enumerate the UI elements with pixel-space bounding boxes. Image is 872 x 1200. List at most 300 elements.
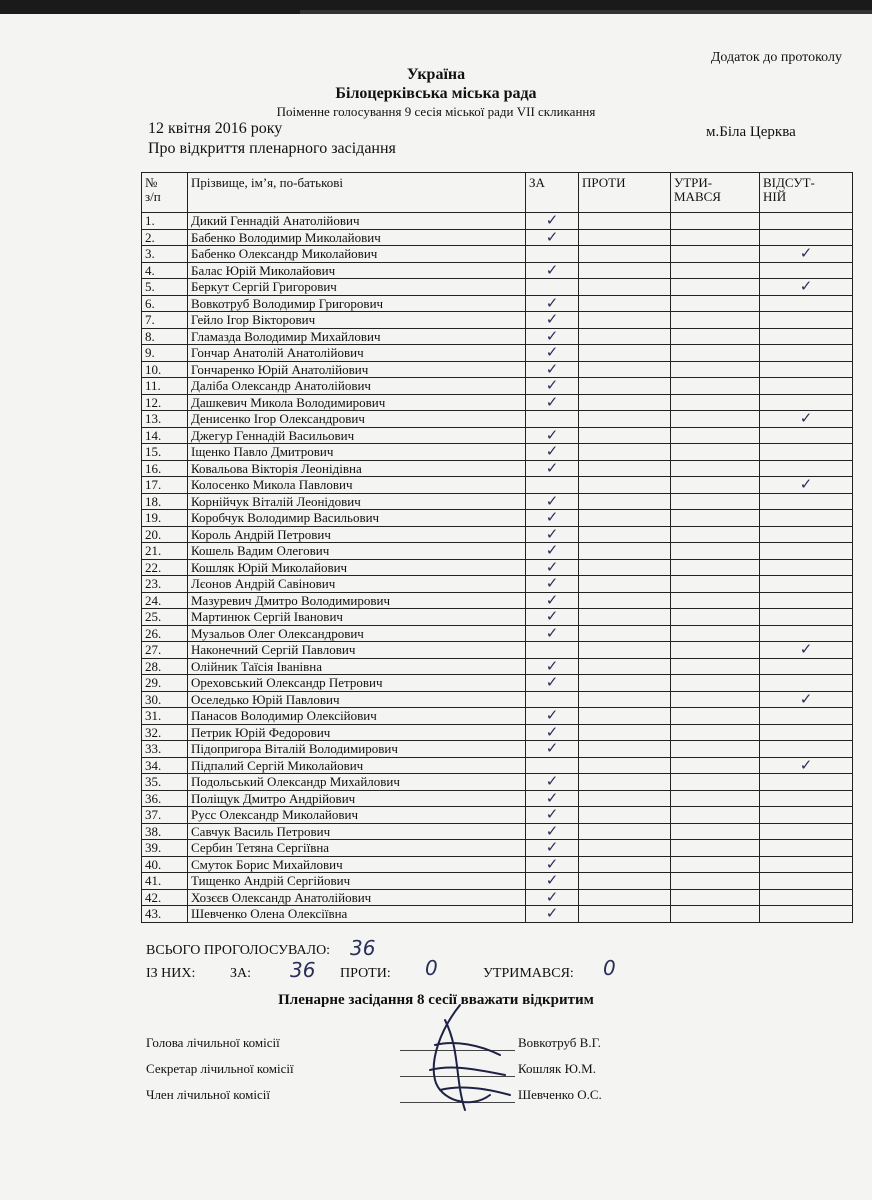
deputy-name: Наконечний Сергій Павлович [188,642,526,659]
deputy-name: Даліба Олександр Анатолійович [188,378,526,395]
vote-cell-for [526,559,579,576]
vote-cell-abstain [671,708,760,725]
deputy-name: Кошляк Юрій Миколайович [188,559,526,576]
table-row [142,213,853,230]
table-row [142,279,853,296]
row-number: 8. [142,328,188,345]
table-row [142,675,853,692]
vote-cell-against [579,444,671,461]
col-abstain-header: УТРИ- МАВСЯ [671,173,760,213]
vote-cell-abstain [671,823,760,840]
vote-cell-against [579,493,671,510]
vote-cell-absent [760,675,853,692]
vote-cell-abstain [671,790,760,807]
vote-cell-absent [760,312,853,329]
row-number: 40. [142,856,188,873]
vote-cell-against [579,378,671,395]
vote-cell-against [579,724,671,741]
deputy-name: Панасов Володимир Олексійович [188,708,526,725]
for-label: ЗА: [230,966,252,981]
vote-cell-for [526,213,579,230]
signature-name: Вовкотруб В.Г. [518,1035,601,1050]
row-number: 20. [142,526,188,543]
deputy-name: Бабенко Олександр Миколайович [188,246,526,263]
vote-cell-against [579,526,671,543]
table-row [142,609,853,626]
vote-cell-for [526,708,579,725]
against-value: 0 [425,956,438,980]
table-row [142,873,853,890]
table-row [142,394,853,411]
row-number: 15. [142,444,188,461]
signature-role: Голова лічильної комісії [146,1035,280,1050]
vote-cell-for [526,229,579,246]
vote-cell-abstain [671,658,760,675]
vote-cell-against [579,576,671,593]
total-voted-label: ВСЬОГО ПРОГОЛОСУВАЛО: [146,943,331,958]
checkmark-icon: ✓ [799,410,813,427]
checkmark-icon: ✓ [545,526,559,543]
checkmark-icon: ✓ [545,823,559,840]
vote-cell-for [526,312,579,329]
vote-cell-abstain [671,807,760,824]
vote-cell-against [579,361,671,378]
row-number: 34. [142,757,188,774]
vote-cell-absent [760,295,853,312]
checkmark-icon: ✓ [545,592,559,609]
deputy-name: Петрик Юрій Федорович [188,724,526,741]
vote-cell-against [579,427,671,444]
vote-cell-for [526,427,579,444]
deputy-name: Коробчук Володимир Васильович [188,510,526,527]
checkmark-icon: ✓ [545,559,559,576]
vote-cell-absent [760,444,853,461]
table-row [142,312,853,329]
row-number: 43. [142,906,188,923]
abstain-label: УТРИМАВСЯ: [483,966,574,981]
signature-name: Шевченко О.С. [518,1087,602,1102]
vote-cell-against [579,279,671,296]
vote-cell-absent [760,592,853,609]
vote-cell-abstain [671,444,760,461]
vote-cell-abstain [671,411,760,428]
vote-cell-against [579,609,671,626]
total-voted-value: 36 [350,936,376,960]
vote-cell-abstain [671,460,760,477]
table-row [142,295,853,312]
vote-cell-absent [760,246,853,263]
vote-cell-abstain [671,691,760,708]
vote-cell-against [579,691,671,708]
table-row [142,592,853,609]
deputy-name: Балас Юрій Миколайович [188,262,526,279]
row-number: 23. [142,576,188,593]
checkmark-icon: ✓ [545,344,559,361]
vote-cell-for [526,394,579,411]
vote-cell-against [579,559,671,576]
row-number: 37. [142,807,188,824]
deputy-name: Ковальова Вікторія Леонідівна [188,460,526,477]
vote-cell-absent [760,279,853,296]
vote-cell-for [526,295,579,312]
vote-cell-absent [760,543,853,560]
row-number: 33. [142,741,188,758]
deputy-name: Гончаренко Юрій Анатолійович [188,361,526,378]
vote-cell-for [526,262,579,279]
vote-cell-absent [760,609,853,626]
table-row [142,559,853,576]
vote-cell-against [579,757,671,774]
vote-cell-for [526,328,579,345]
table-row [142,510,853,527]
deputy-name: Корнійчук Віталій Леонідович [188,493,526,510]
row-number: 25. [142,609,188,626]
row-number: 26. [142,625,188,642]
row-number: 17. [142,477,188,494]
vote-cell-for [526,658,579,675]
vote-cell-abstain [671,262,760,279]
vote-cell-abstain [671,394,760,411]
checkmark-icon: ✓ [545,212,559,229]
vote-cell-absent [760,642,853,659]
vote-cell-against [579,411,671,428]
annex-label: Додаток до протоколу [710,50,842,65]
row-number: 35. [142,774,188,791]
vote-cell-against [579,312,671,329]
vote-cell-against [579,510,671,527]
table-row [142,543,853,560]
deputy-name: Лєонов Андрій Савінович [188,576,526,593]
deputy-name: Музальов Олег Олександрович [188,625,526,642]
vote-cell-absent [760,559,853,576]
checkmark-icon: ✓ [545,773,559,790]
vote-cell-for [526,757,579,774]
table-row [142,906,853,923]
vote-cell-absent [760,889,853,906]
deputy-name: Денисенко Ігор Олександрович [188,411,526,428]
col-absent-header: ВІДСУТ- НІЙ [760,173,853,213]
vote-cell-absent [760,790,853,807]
deputy-name: Мартинюк Сергій Іванович [188,609,526,626]
vote-cell-abstain [671,328,760,345]
vote-cell-absent [760,378,853,395]
table-row [142,477,853,494]
vote-cell-absent [760,262,853,279]
of-them-label: ІЗ НИХ: [146,966,196,981]
signature-role: Секретар лічильної комісії [146,1061,294,1076]
vote-cell-against [579,856,671,873]
checkmark-icon: ✓ [545,493,559,510]
col-against-header: ПРОТИ [579,173,671,213]
vote-cell-absent [760,873,853,890]
checkmark-icon: ✓ [799,476,813,493]
deputy-name: Мазуревич Дмитро Володимирович [188,592,526,609]
vote-cell-absent [760,526,853,543]
row-number: 4. [142,262,188,279]
vote-cell-against [579,807,671,824]
table-row [142,262,853,279]
vote-cell-abstain [671,840,760,857]
deputy-name: Дикий Геннадій Анатолійович [188,213,526,230]
checkmark-icon: ✓ [545,328,559,345]
checkmark-icon: ✓ [545,361,559,378]
row-number: 14. [142,427,188,444]
deputy-name: Хозєєв Олександр Анатолійович [188,889,526,906]
vote-cell-for [526,411,579,428]
table-row [142,411,853,428]
vote-cell-for [526,642,579,659]
row-number: 5. [142,279,188,296]
table-row [142,460,853,477]
col-for-header: ЗА [526,173,579,213]
vote-cell-against [579,460,671,477]
deputy-name: Шевченко Олена Олексіївна [188,906,526,923]
vote-cell-absent [760,328,853,345]
checkmark-icon: ✓ [545,889,559,906]
vote-cell-abstain [671,427,760,444]
checkmark-icon: ✓ [545,839,559,856]
vote-cell-absent [760,906,853,923]
col-number-header: № з/п [142,173,188,213]
row-number: 2. [142,229,188,246]
vote-cell-for [526,823,579,840]
vote-cell-absent [760,625,853,642]
deputy-name: Гейло Ігор Вікторович [188,312,526,329]
vote-cell-absent [760,708,853,725]
vote-cell-abstain [671,213,760,230]
row-number: 21. [142,543,188,560]
checkmark-icon: ✓ [545,295,559,312]
vote-cell-abstain [671,592,760,609]
vote-cell-for [526,526,579,543]
checkmark-icon: ✓ [545,394,559,411]
deputy-name: Король Андрій Петрович [188,526,526,543]
vote-cell-against [579,840,671,857]
deputy-name: Сербин Тетяна Сергіївна [188,840,526,857]
vote-cell-for [526,724,579,741]
vote-cell-for [526,807,579,824]
vote-cell-absent [760,394,853,411]
vote-cell-absent [760,757,853,774]
checkmark-icon: ✓ [545,542,559,559]
deputy-name: Ореховський Олександр Петрович [188,675,526,692]
table-row [142,361,853,378]
vote-cell-abstain [671,889,760,906]
vote-cell-against [579,873,671,890]
deputy-name: Поліщук Дмитро Андрійович [188,790,526,807]
deputy-name: Гончар Анатолій Анатолійович [188,345,526,362]
checkmark-icon: ✓ [545,707,559,724]
vote-cell-for [526,477,579,494]
vote-cell-abstain [671,774,760,791]
vote-cell-against [579,741,671,758]
vote-cell-for [526,493,579,510]
signature-role: Член лічильної комісії [146,1087,270,1102]
vote-cell-abstain [671,559,760,576]
vote-cell-abstain [671,477,760,494]
vote-cell-abstain [671,279,760,296]
vote-cell-for [526,279,579,296]
vote-cell-abstain [671,576,760,593]
vote-cell-absent [760,840,853,857]
row-number: 39. [142,840,188,857]
vote-cell-abstain [671,675,760,692]
vote-cell-against [579,906,671,923]
vote-table-body [142,213,853,923]
deputy-name: Підопригора Віталій Володимирович [188,741,526,758]
row-number: 6. [142,295,188,312]
table-row [142,345,853,362]
against-label: ПРОТИ: [340,966,391,981]
checkmark-icon: ✓ [799,757,813,774]
vote-cell-absent [760,724,853,741]
vote-cell-for [526,592,579,609]
vote-cell-against [579,625,671,642]
vote-cell-for [526,774,579,791]
checkmark-icon: ✓ [545,460,559,477]
table-row [142,856,853,873]
vote-cell-for [526,361,579,378]
checkmark-icon: ✓ [799,245,813,262]
row-number: 12. [142,394,188,411]
vote-cell-against [579,642,671,659]
table-row [142,823,853,840]
vote-cell-absent [760,477,853,494]
deputy-name: Підпалий Сергій Миколайович [188,757,526,774]
row-number: 28. [142,658,188,675]
vote-cell-abstain [671,609,760,626]
vote-cell-absent [760,411,853,428]
checkmark-icon: ✓ [545,608,559,625]
vote-cell-for [526,790,579,807]
table-row [142,790,853,807]
vote-cell-abstain [671,625,760,642]
vote-cell-abstain [671,856,760,873]
col-name-header: Прізвище, ім’я, по-батькові [188,173,526,213]
vote-cell-absent [760,427,853,444]
vote-cell-abstain [671,510,760,527]
vote-cell-for [526,576,579,593]
checkmark-icon: ✓ [799,641,813,658]
vote-cell-for [526,856,579,873]
row-number: 42. [142,889,188,906]
deputy-name: Колосенко Микола Павлович [188,477,526,494]
vote-cell-against [579,246,671,263]
vote-cell-abstain [671,757,760,774]
vote-cell-against [579,328,671,345]
vote-cell-absent [760,460,853,477]
vote-cell-against [579,823,671,840]
deputy-name: Оселедько Юрій Павлович [188,691,526,708]
row-number: 31. [142,708,188,725]
document-subject: Про відкриття пленарного засідання [148,140,396,157]
vote-cell-abstain [671,246,760,263]
for-value: 36 [290,958,316,982]
vote-cell-for [526,625,579,642]
checkmark-icon: ✓ [545,856,559,873]
table-row [142,229,853,246]
vote-cell-for [526,378,579,395]
vote-cell-against [579,229,671,246]
checkmark-icon: ✓ [545,427,559,444]
handwritten-signature [400,1000,520,1120]
vote-cell-for [526,543,579,560]
table-row [142,708,853,725]
closing-statement: Пленарне засідання 8 сесії вважати відкритим [278,992,594,1008]
vote-cell-abstain [671,741,760,758]
checkmark-icon: ✓ [545,229,559,246]
deputy-name: Беркут Сергій Григорович [188,279,526,296]
table-row [142,757,853,774]
table-row [142,691,853,708]
vote-cell-against [579,592,671,609]
row-number: 7. [142,312,188,329]
checkmark-icon: ✓ [545,724,559,741]
vote-cell-abstain [671,724,760,741]
checkmark-icon: ✓ [545,872,559,889]
vote-cell-absent [760,856,853,873]
vote-cell-abstain [671,345,760,362]
deputy-name: Іщенко Павло Дмитрович [188,444,526,461]
vote-cell-for [526,889,579,906]
vote-cell-against [579,774,671,791]
vote-cell-absent [760,361,853,378]
vote-cell-against [579,790,671,807]
vote-cell-for [526,675,579,692]
vote-cell-absent [760,576,853,593]
document-city: м.Біла Церква [706,124,796,140]
vote-cell-abstain [671,543,760,560]
deputy-name: Гламазда Володимир Михайлович [188,328,526,345]
checkmark-icon: ✓ [545,377,559,394]
vote-table [141,172,853,923]
row-number: 18. [142,493,188,510]
vote-cell-abstain [671,361,760,378]
table-row [142,576,853,593]
table-row [142,840,853,857]
row-number: 9. [142,345,188,362]
vote-cell-for [526,741,579,758]
vote-cell-absent [760,229,853,246]
vote-cell-abstain [671,873,760,890]
checkmark-icon: ✓ [545,740,559,757]
deputy-name: Джегур Геннадій Васильович [188,427,526,444]
row-number: 38. [142,823,188,840]
vote-cell-absent [760,741,853,758]
table-row [142,493,853,510]
vote-cell-against [579,675,671,692]
vote-cell-against [579,708,671,725]
table-row [142,807,853,824]
vote-cell-for [526,691,579,708]
checkmark-icon: ✓ [799,691,813,708]
row-number: 1. [142,213,188,230]
abstain-value: 0 [603,956,616,980]
table-row [142,889,853,906]
deputy-name: Дашкевич Микола Володимирович [188,394,526,411]
row-number: 19. [142,510,188,527]
vote-cell-against [579,295,671,312]
vote-cell-against [579,345,671,362]
checkmark-icon: ✓ [545,806,559,823]
vote-cell-against [579,889,671,906]
table-row [142,246,853,263]
row-number: 22. [142,559,188,576]
vote-cell-absent [760,345,853,362]
vote-cell-abstain [671,906,760,923]
vote-cell-abstain [671,312,760,329]
vote-cell-abstain [671,526,760,543]
